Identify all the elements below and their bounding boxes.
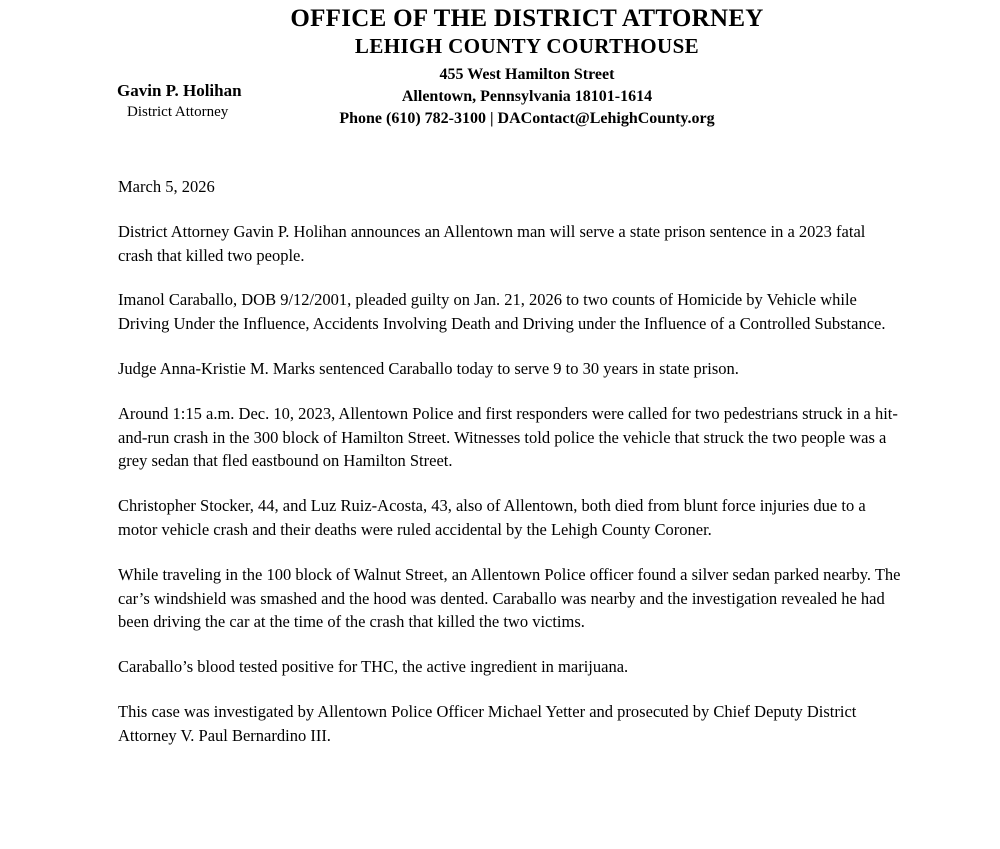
official-title: District Attorney <box>127 104 229 120</box>
paragraph-investigation: While traveling in the 100 block of Walnut Street, an Allentown Police officer found a silver sedan parked nearby. The car’s windshield was smashed and the hood was dented. Caraballo was nearby and the investigation revealed he had been driving the car at the time of the crash that killed the two victims. <box>118 564 901 632</box>
office-title: OFFICE OF THE DISTRICT ATTORNEY <box>290 5 764 32</box>
paragraph-sentence: Judge Anna-Kristie M. Marks sentenced Caraballo today to serve 9 to 30 years in state prison. <box>118 358 739 378</box>
address-city: Allentown, Pennsylvania 18101-1614 <box>401 88 653 105</box>
address-street: 455 West Hamilton Street <box>439 66 615 83</box>
official-block <box>117 80 242 122</box>
paragraph-crash-details: Around 1:15 a.m. Dec. 10, 2023, Allentown Police and first responders were called for two pedestrians struck in a hit-and-run crash in the 300 block of Hamilton Street. Witnesses told police the vehicle that struck the two people was a grey sedan that fled eastbound on Hamilton Street. <box>118 403 898 471</box>
paragraph-announcement: District Attorney Gavin P. Holihan announces an Allentown man will serve a state prison sentence in a 2023 fatal crash that killed two people. <box>118 221 866 265</box>
courthouse-title: LEHIGH COUNTY COURTHOUSE <box>354 34 700 58</box>
date-line: March 5, 2026 <box>118 177 215 196</box>
contact-line: Phone (610) 782-3100 | DAContact@LehighCounty.org <box>339 110 715 127</box>
paragraph-thc: Caraballo’s blood tested positive for THC, the active ingredient in marijuana. <box>118 657 629 677</box>
official-name: Gavin P. Holihan <box>117 81 242 100</box>
letterhead <box>0 0 1000 130</box>
paragraph-credits: This case was investigated by Allentown Police Officer Michael Yetter and prosecuted by Chief Deputy District Attorney V. Paul Bernardino III. <box>118 701 857 745</box>
document-body <box>118 175 902 769</box>
paragraph-guilty-plea: Imanol Caraballo, DOB 9/12/2001, pleaded guilty on Jan. 21, 2026 to two counts of Homicide by Vehicle while Driving Under the Influence, Accidents Involving Death and Driving under the Influence of a Controlled Substance. <box>118 290 886 334</box>
paragraph-victims: Christopher Stocker, 44, and Luz Ruiz-Acosta, 43, also of Allentown, both died from blunt force injuries due to a motor vehicle crash and their deaths were ruled accidental by the Lehigh County Coroner. <box>118 496 866 539</box>
